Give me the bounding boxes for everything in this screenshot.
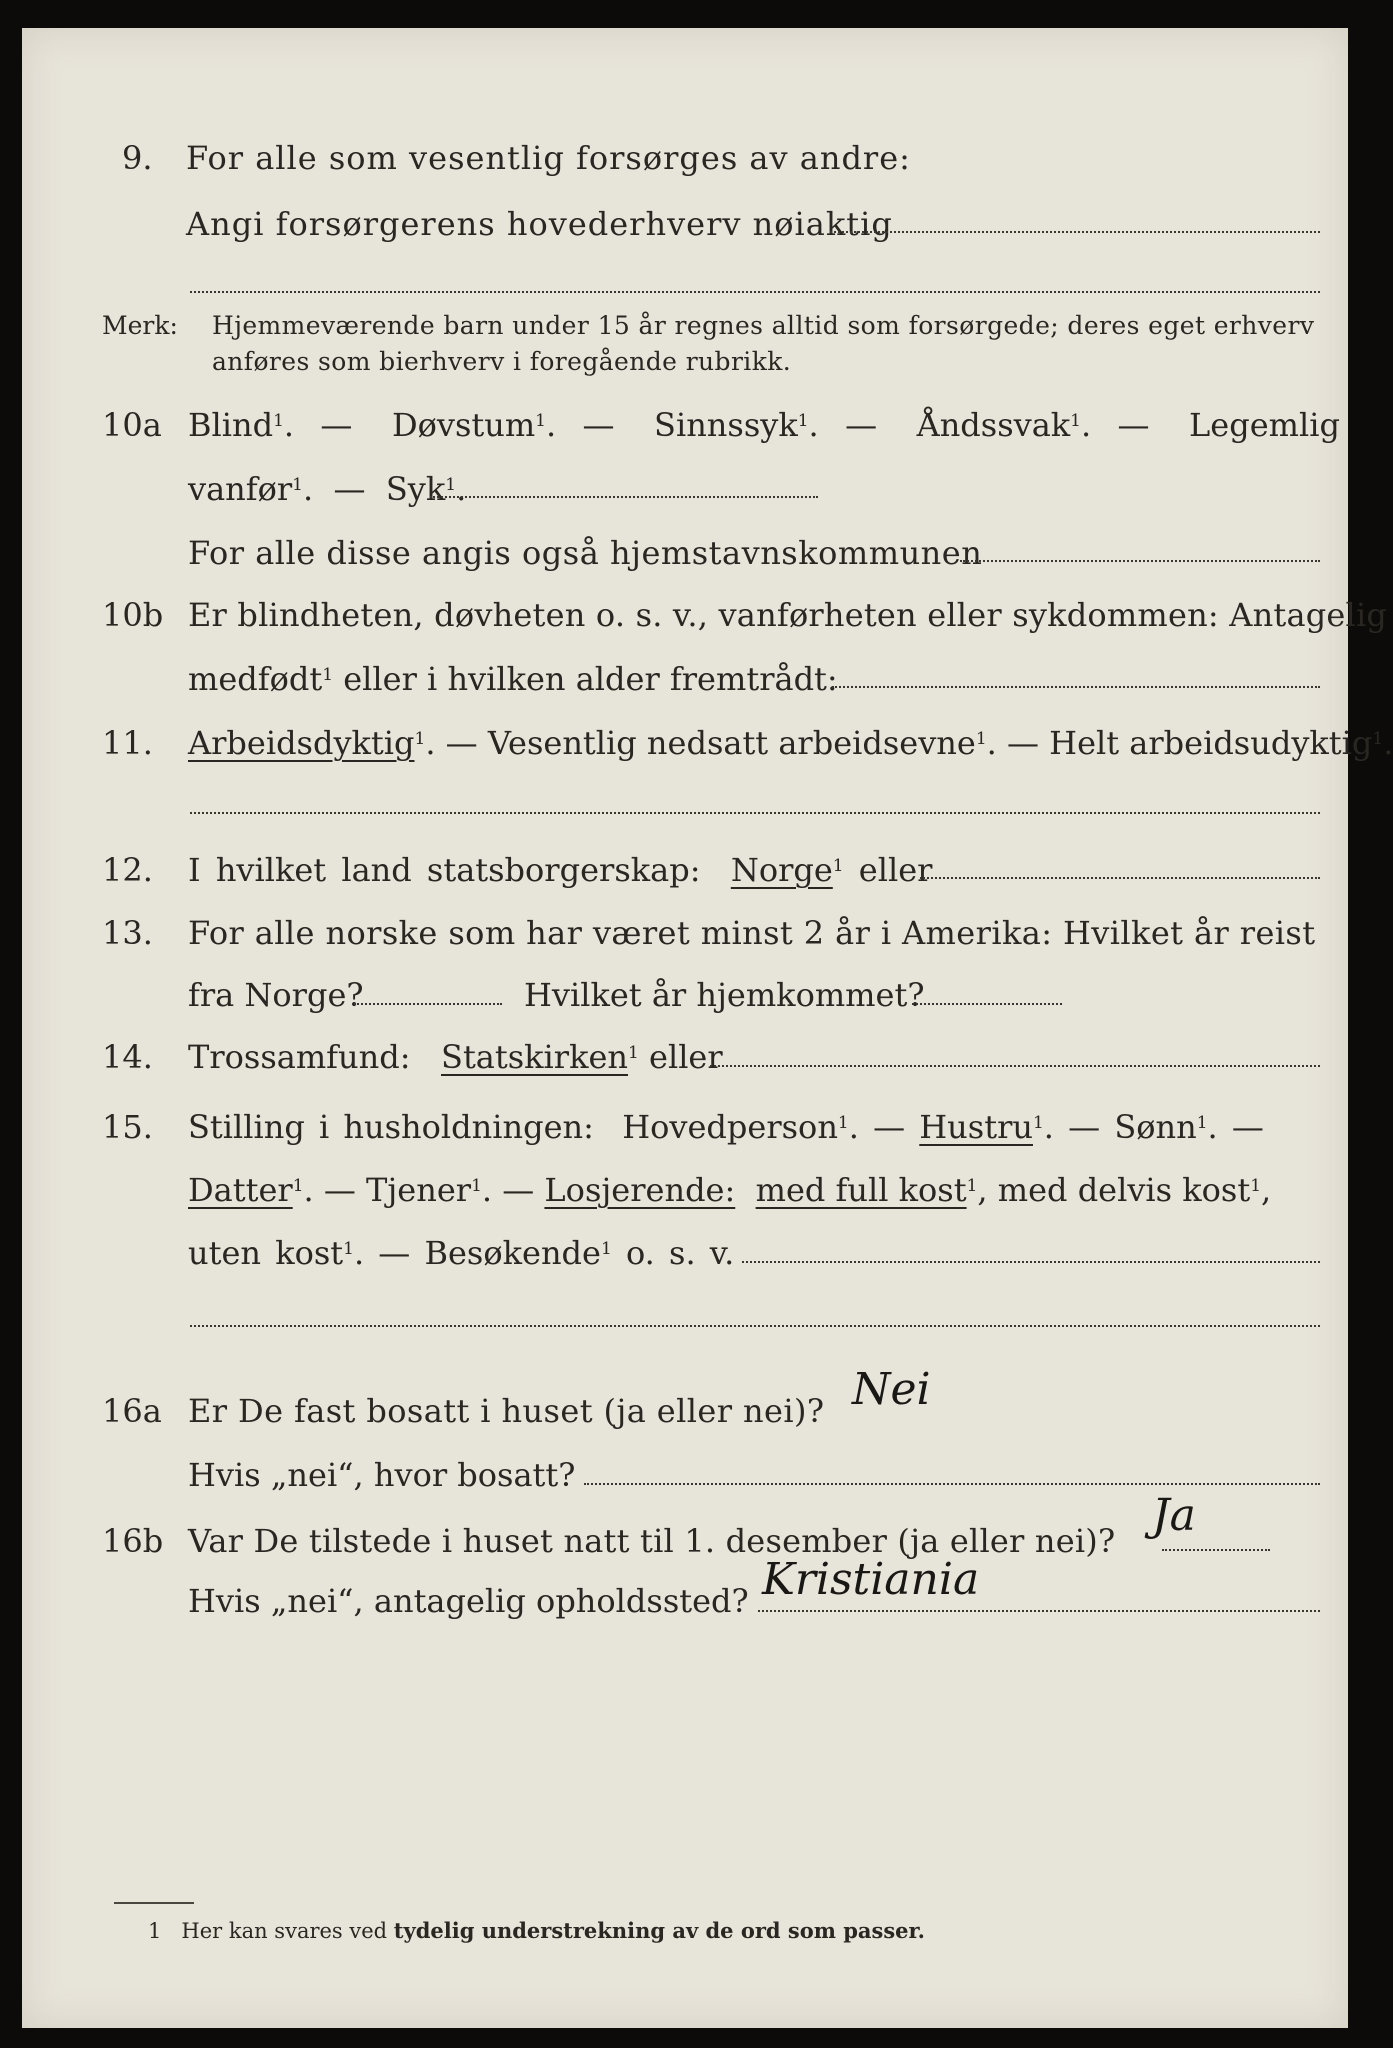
q10a-number: 10a (102, 406, 162, 444)
q10a-line3: For alle disse angis også hjemstavnskommunen (188, 534, 983, 572)
q14-answer-line (710, 1065, 1320, 1067)
q12-answer-line (920, 877, 1320, 879)
q9-answer-line (830, 231, 1320, 233)
q12-question: I hvilket land statsborgerskap: (188, 851, 701, 889)
option-sinnssyk: Sinnssyk (654, 406, 798, 444)
footnote-mark: 1 (148, 1919, 162, 1943)
q11-number: 11. (102, 724, 153, 762)
option-besokende: Besøkende (424, 1234, 601, 1272)
q13-line1: For alle norske som har været minst 2 år i Amerika: Hvilket år reist (188, 914, 1316, 952)
footnote (148, 1918, 925, 1943)
q10b-line2: medfødt$^1$ eller i hvilken alder fremtrådt: (188, 660, 838, 698)
option-dovstum: Døvstum (391, 406, 536, 444)
option-hustru: Hustru (919, 1108, 1033, 1146)
q15-line1: Stilling i husholdningen: Hovedperson$^1$. — Hustru$^1$. — Sønn$^1$. — (188, 1108, 1264, 1146)
q16b-number: 16b (102, 1522, 164, 1560)
footnote-rule (114, 1902, 194, 1904)
q15-answer-line-2 (190, 1325, 1320, 1327)
q11-line: Arbeidsdyktig$^1$. — Vesentlig nedsatt arbeidsevne$^1$. — Helt arbeidsudyktig$^1$. (188, 724, 1393, 762)
q16b-handwritten-place: Kristiania (762, 1554, 980, 1605)
q16a-line2: Hvis „nei“, hvor bosatt? (188, 1456, 576, 1494)
q14-number: 14. (102, 1038, 153, 1076)
q13-hjemkommet: Hvilket år hjemkommet? (524, 976, 925, 1014)
q16a-handwritten-answer: Nei (852, 1364, 931, 1415)
q16b-place-line (758, 1610, 1320, 1612)
option-nedsatt: Vesentlig nedsatt arbeidsevne (487, 724, 976, 762)
option-losjerende: Losjerende: (544, 1171, 736, 1209)
q10a-line1: Blind$^1$. — Døvstum$^1$. — Sinnssyk$^1$. — Åndssvak$^1$. — Legemlig (188, 406, 1340, 444)
q15-line2: Datter$^1$. — Tjener$^1$. — Losjerende: med full kost$^1$, med delvis kost$^1$, (188, 1171, 1272, 1209)
q16a-answer-line (584, 1483, 1320, 1485)
option-andssvak: Åndssvak (916, 406, 1071, 444)
q15-number: 15. (102, 1108, 153, 1146)
q15-line3: uten kost$^1$. — Besøkende$^1$ o. s. v. (188, 1234, 735, 1272)
q13-reist: fra Norge? (188, 976, 364, 1014)
q9-number: 9. (122, 139, 153, 177)
q16b-line1: Var De tilstede i huset natt til 1. desember (ja eller nei)? (188, 1522, 1116, 1560)
q12-number: 12. (102, 851, 153, 889)
q10a-answer-line (430, 496, 818, 498)
q12-line: I hvilket land statsborgerskap: Norge$^1$ eller (188, 851, 933, 889)
option-udyktig: Helt arbeidsudyktig (1049, 724, 1373, 762)
q10b-line1: Er blindheten, døvheten o. s. v., vanførheten eller sykdommen: Antagelig (188, 596, 1388, 634)
q12-eller: eller (858, 851, 933, 889)
option-tjener: Tjener (366, 1171, 472, 1209)
q10a-line2: vanfør$^1$. — Syk$^1$. (188, 470, 467, 508)
q9-line2: Angi forsørgerens hovederhverv nøiaktig (186, 205, 893, 243)
q15-osv: o. s. v. (625, 1234, 735, 1272)
q16a-number: 16a (102, 1392, 162, 1430)
merk-label: Merk: (102, 311, 178, 340)
option-hovedperson: Hovedperson (622, 1108, 838, 1146)
census-form-page (22, 28, 1393, 2028)
q11-answer-line (190, 812, 1320, 814)
q16b-line2: Hvis „nei“, antagelig opholdssted? (188, 1582, 749, 1620)
option-uten-kost: uten kost (188, 1234, 344, 1272)
q16b-handwritten-answer: Ja (1152, 1490, 1196, 1541)
footnote-text: Her kan svares ved (181, 1919, 394, 1943)
footnote-bold: tydelig understrekning av de ord som passer. (393, 1918, 925, 1943)
q13-reist-line (354, 1003, 502, 1005)
merk-line1: Hjemmeværende barn under 15 år regnes alltid som forsørgede; deres eget erhverv (212, 311, 1315, 340)
option-arbeidsdyktig: Arbeidsdyktig (188, 724, 415, 762)
option-norge: Norge (730, 851, 833, 889)
q10b-number: 10b (102, 596, 164, 634)
q15-question: Stilling i husholdningen: (188, 1108, 594, 1146)
q14-eller: eller (649, 1038, 723, 1076)
q10b-answer-line (832, 686, 1320, 688)
option-delvis-kost: med delvis kost (997, 1171, 1251, 1209)
merk-line2: anføres som bierhverv i foregående rubrikk. (212, 347, 792, 376)
option-datter: Datter (188, 1171, 293, 1209)
option-statskirken: Statskirken (441, 1038, 629, 1076)
q9-answer-line-2 (190, 291, 1320, 293)
q13-number: 13. (102, 914, 153, 952)
q9-line1: For alle som vesentlig forsørges av andre: (186, 139, 911, 177)
q16b-answer-line (1162, 1549, 1270, 1551)
option-syk: Syk (385, 470, 446, 508)
q16a-line1: Er De fast bosatt i huset (ja eller nei)? (188, 1392, 825, 1430)
option-medfodt: medfødt (188, 660, 323, 698)
q10b-line2-rest: eller i hvilken alder fremtrådt: (343, 660, 838, 698)
option-legemlig: Legemlig (1189, 406, 1340, 444)
q14-line: Trossamfund: Statskirken$^1$ eller (188, 1038, 723, 1076)
option-full-kost: med full kost (755, 1171, 967, 1209)
option-blind: Blind (188, 406, 274, 444)
q10a-answer-line-2 (960, 560, 1320, 562)
q14-question: Trossamfund: (188, 1038, 411, 1076)
q13-hjemkommet-line (912, 1003, 1062, 1005)
option-vanfor: vanfør (188, 470, 293, 508)
q15-answer-line (742, 1261, 1320, 1263)
option-sonn: Sønn (1114, 1108, 1197, 1146)
